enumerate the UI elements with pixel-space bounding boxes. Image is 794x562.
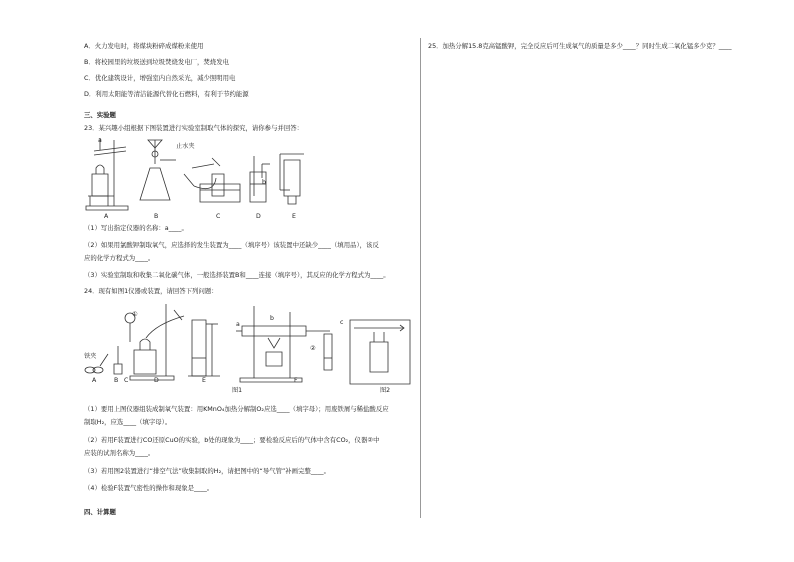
column-divider	[420, 38, 421, 518]
figure-2	[350, 320, 410, 384]
q23-label-E: E	[292, 213, 296, 220]
q23-label-clamp: 止水夹	[176, 143, 195, 150]
q23-label-a: a	[98, 137, 102, 144]
q24-2b: 应装的试剂名称为____。	[84, 449, 155, 457]
q24-4: （4）检验F装置气密性的操作和现象是____。	[84, 484, 214, 492]
q24-label-c: c	[340, 319, 344, 326]
apparatus-e	[280, 154, 304, 204]
apparatus-e	[188, 320, 220, 376]
q24-label-C: C	[124, 377, 129, 384]
q24-apparatus-figure	[84, 298, 416, 394]
q23-3: （3）实验室制取和收集二氧化碳气体，一般选择装置B和____连接（填序号），其反应的化学方程式为____。	[84, 271, 390, 279]
q23-2b: 应的化学方程式为____。	[84, 254, 155, 262]
q24-1a: （1）要用上图仪器组装成制氧气装置：用KMnO₄加热分解制O₂应选____（填字母）；用废铁屑与稀盐酸反应	[84, 405, 389, 413]
q24-label-circle1: ①	[132, 311, 138, 318]
q23-1: （1）写出指定仪器的名称：a____。	[84, 224, 188, 232]
q24-1b: 制取H₂，应选____（填字母）。	[84, 418, 172, 426]
q23-2a: （2）如果用氯酸钾制取氧气，应选择的发生装置为____（填序号）该装置中还缺少____（填用品），该反	[84, 241, 379, 249]
apparatus-f	[236, 306, 332, 382]
q24-label-a: a	[236, 321, 240, 328]
q24-fig2-caption: 图2	[380, 387, 391, 394]
apparatus-c	[184, 158, 240, 202]
q24-2a: （2）若用F装置进行CO还原CuO的实验，b处的现象为____；要检验反应后的气体中含有CO₂，仪器②中	[84, 436, 380, 444]
apparatus-a	[86, 138, 128, 210]
q24-3: （3）若用图2装置进行“排空气法”收集制取的H₂，请把图中的“导气管”补画完整____。	[84, 467, 331, 475]
q24-label-E: E	[202, 377, 206, 384]
q24-label-D: D	[154, 377, 159, 384]
option-c: C．优化建筑设计，增强室内自然采光，减少照明用电	[84, 74, 236, 82]
q23-label-C: C	[216, 213, 221, 220]
option-b: B．将校园里的垃圾送到垃圾焚烧发电厂，焚烧发电	[84, 58, 229, 66]
section3-title: 三、实验题	[84, 111, 116, 119]
option-d: D．利用太阳能等清洁能源代替化石燃料，有利于节约能源	[84, 90, 249, 98]
q24-label-F: F	[294, 377, 298, 384]
apparatus-d	[250, 156, 270, 202]
q24-label-A: A	[92, 377, 97, 384]
q24-label-b: b	[270, 315, 274, 322]
q23-stem: 23．某兴趣小组根据下图装置进行实验室制取气体的探究，请你参与并回答：	[84, 124, 304, 132]
q24-fig1-caption: 图1	[232, 387, 243, 394]
apparatus-b	[114, 346, 122, 374]
q24-label-circle2: ②	[310, 345, 316, 352]
q23-label-D: D	[256, 213, 261, 220]
q24-stem: 24．现有如图1仪器或装置，请回答下列问题：	[84, 287, 218, 295]
q24-label-iron: 铁夹	[84, 353, 97, 360]
q23-label-B: B	[154, 213, 159, 220]
q23-label-b: b	[262, 179, 266, 186]
option-a: A．火力发电时，将煤块粉碎成煤粉来使用	[84, 42, 204, 50]
section4-title: 四、计算题	[84, 508, 116, 516]
q25: 25．加热分解15.8克高锰酸钾，完全反应后可生成氧气的质量是多少____？同时生成二氧化锰多少克？____	[428, 42, 732, 50]
q23-label-A: A	[104, 213, 109, 220]
apparatus-b	[140, 140, 176, 200]
q23-apparatus-figure	[84, 134, 334, 220]
q24-label-B: B	[114, 377, 119, 384]
